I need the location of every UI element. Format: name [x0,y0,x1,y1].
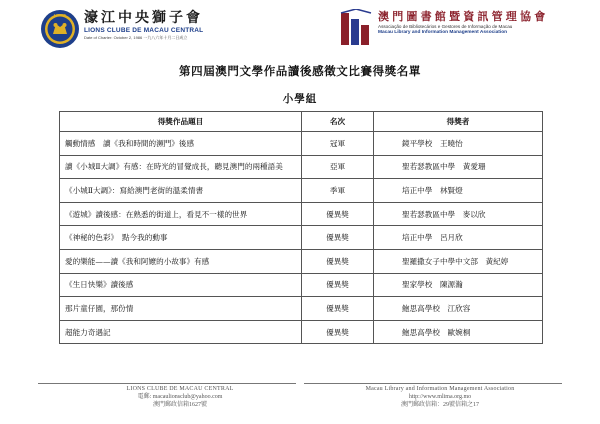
group-title: 小學組 [282,93,318,105]
document-title: 第四屆澳門文學作品讀後感徵文比賽得獎名單 [179,64,421,78]
footer-divider-right [304,383,562,384]
winner-cell: 聖若瑟教區中學 黃愛珊 [374,155,543,179]
table-row [60,249,543,273]
award-cell: 優異獎 [302,273,374,297]
lions-club-charter-date: Date of Charter: October 2, 1986 一九八六年十月二日成立 [84,35,188,40]
award-table [59,111,543,344]
lions-club-name-en: LIONS CLUBE DE MACAU CENTRAL [84,27,204,34]
lions-club-name-cn: 濠江中央獅子會 [84,10,203,26]
table-row [60,202,543,226]
award-cell: 優異獎 [302,202,374,226]
winner-cell: 培正中學 林賢燈 [374,179,543,203]
table-row [60,132,543,156]
winner-cell: 聖羅撒女子中學中文部 黃紀婷 [374,249,543,273]
work-title-cell: 《小城Ⅱ大調》：寫給澳門老街的溫柔情書 [60,179,302,203]
work-title-cell: 愛的樂能——讀《我和阿嬤的小故事》有感 [60,249,302,273]
table-row [60,155,543,179]
footer-lions-contact [100,385,260,409]
table-header-row [60,112,543,132]
mlima-name-pt: Associação de Bibliotecários e Gestores de Informação de Macau [378,24,513,29]
award-cell: 優異獎 [302,320,374,344]
mlima-emblem-icon [339,9,373,49]
footer-mlima-contact [335,385,545,409]
footer-mlima-po-box: 澳門郵政信箱：29號信箱之17 [400,402,479,408]
winner-cell: 聖家學校 陳源瀚 [374,273,543,297]
table-row [60,179,543,203]
lions-club-name-block [84,10,234,41]
award-cell: 亞軍 [302,155,374,179]
award-cell: 優異獎 [302,249,374,273]
award-cell: 季軍 [302,179,374,203]
work-title-cell: 《遊城》讀後感：在熟悉的街道上，看見不一樣的世界 [60,202,302,226]
column-header-award: 名次 [302,112,374,132]
work-title-cell: 觸動情感 讀《我和時間的瀕門》後感 [60,132,302,156]
column-header-title: 得獎作品題目 [60,112,302,132]
mlima-name-cn: 澳門圖書館暨資訊管理協會 [378,10,549,23]
award-cell: 冠軍 [302,132,374,156]
winner-cell: 鮑思高學校 歐婉桐 [374,320,543,344]
table-row [60,273,543,297]
award-cell: 優異獎 [302,226,374,250]
award-cell: 優異獎 [302,297,374,321]
footer-lions-po-box: 澳門郵政信箱1627號 [152,402,207,408]
work-title-cell: 超能力奇遇記 [60,320,302,344]
mlima-name-block [378,10,568,36]
work-title-cell: 《神秘的色彩》 點今我的動事 [60,226,302,250]
table-row [60,297,543,321]
winner-cell: 鮑思高學校 江欣容 [374,297,543,321]
footer-mlima-name: Macau Library and Information Management Association [365,386,515,392]
winner-cell: 聖若瑟教區中學 麥以欣 [374,202,543,226]
work-title-cell: 那片童仔園，那份情 [60,297,302,321]
table-row [60,320,543,344]
table-row [60,226,543,250]
footer-lions-name: LIONS CLUBE DE MACAU CENTRAL [126,386,234,392]
column-header-winner: 得獎者 [374,112,543,132]
footer-lions-email: 電郵: macaulionsclub@yahoo.com [137,394,223,400]
winner-cell: 培正中學 呂月欣 [374,226,543,250]
winner-cell: 鏡平學校 王曉怡 [374,132,543,156]
lions-emblem-icon [40,9,80,49]
footer-divider-left [38,383,296,384]
footer-mlima-website: http://www.mlima.org.mo [408,394,472,400]
work-title-cell: 讀《小城Ⅱ大調》有感：在時光的冒覺成長，聽見澳門的兩種語美 [60,155,302,179]
work-title-cell: 《生日快樂》讀後感 [60,273,302,297]
svg-text:LIONS: LIONS [53,12,67,18]
mlima-name-en: Macau Library and Information Management Association [378,30,508,35]
